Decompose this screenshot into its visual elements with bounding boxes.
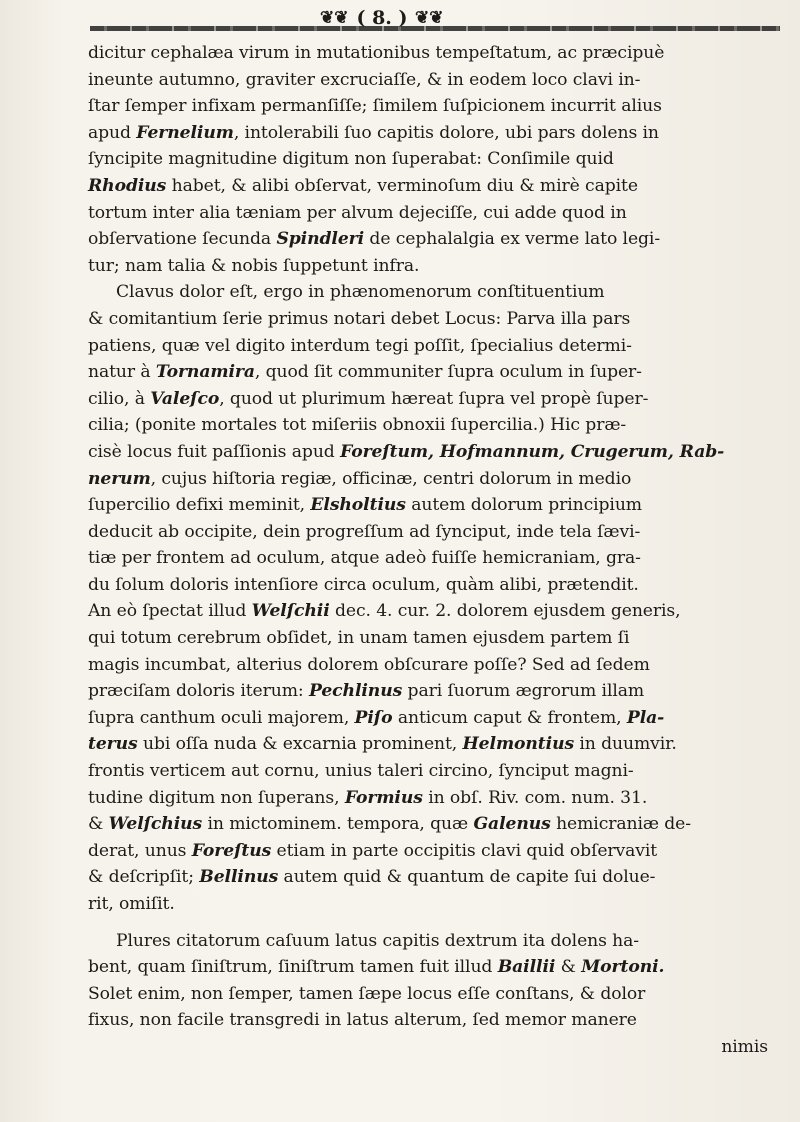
text-line: [88, 253, 784, 280]
text-line: [88, 954, 784, 981]
text-line: [88, 785, 784, 812]
text-line: [88, 1007, 784, 1034]
text-segment: autem dolorum principium: [405, 495, 642, 516]
text-segment: pari ſuorum ægrorum illam: [402, 681, 645, 702]
text-line: [88, 359, 784, 386]
text-segment: bent, quam ſiniſtrum, ſiniſtrum tamen fuit illud: [88, 957, 498, 978]
cited-author-name: terus: [88, 734, 138, 755]
text-segment: etiam in parte occipitis clavi quid obſervavit: [271, 840, 658, 861]
cited-author-name: Rhodius: [88, 175, 167, 196]
text-segment: nimis: [721, 1036, 768, 1057]
text-segment: du ſolum doloris intenſiore circa oculum, quàm alibi, prætendit.: [88, 574, 639, 595]
text-segment: magis incumbat, alterius dolorem obſcurare poſſe? Sed ad ſedem: [88, 654, 650, 675]
text-segment: qui totum cerebrum obſidet, in unam tamen ejusdem partem ſi: [88, 628, 630, 649]
text-line: [88, 67, 784, 94]
text-segment: , quod ſit communiter ſupra oculum in ſuper-: [254, 362, 642, 383]
text-line: [88, 200, 784, 227]
text-line: [88, 40, 784, 67]
cited-author-name: Fernelium: [136, 122, 234, 143]
cited-author-name: Welſchii: [251, 601, 330, 622]
text-line: [88, 519, 784, 546]
text-segment: , intolerabili ſuo capitis dolore, ubi pars dolens in: [233, 122, 659, 143]
text-segment: frontis verticem aut cornu, unius taleri circino, ſynciput magni-: [88, 761, 634, 782]
text-line: [88, 981, 784, 1008]
text-segment: fixus, non facile transgredi in latus alterum, ſed memor manere: [88, 1010, 637, 1031]
text-line: [88, 678, 784, 705]
text-segment: &: [88, 814, 109, 835]
text-segment: , cujus hiſtoria regiæ, officinæ, centri dolorum in medio: [150, 468, 632, 489]
text-line: [88, 928, 784, 955]
text-segment: Solet enim, non ſemper, tamen ſæpe locus eſſe conſtans, & dolor: [88, 983, 646, 1004]
text-segment: obſervatione ſecunda: [88, 229, 277, 250]
text-line: [88, 545, 784, 572]
cited-author-name: Spindleri: [276, 229, 365, 250]
text-line: [88, 120, 784, 147]
text-line: [88, 279, 784, 306]
cited-author-name: Elsholtius: [310, 495, 406, 516]
text-segment: & comitantium ſerie primus notari debet Locus: Parva illa pars: [88, 308, 631, 329]
text-line: [88, 492, 784, 519]
cited-author-name: Mortoni.: [581, 957, 665, 978]
text-line: [88, 466, 784, 493]
text-line: [88, 306, 784, 333]
text-segment: cilio, à: [88, 388, 151, 409]
text-segment: Plures citatorum caſuum latus capitis dextrum ita dolens ha-: [116, 930, 640, 951]
text-segment: cisè locus fuit paſſionis apud: [88, 441, 341, 462]
text-line: [88, 226, 784, 253]
text-line: [88, 598, 784, 625]
text-segment: tudine digitum non ſuperans,: [88, 787, 345, 808]
page-number: ( 8. ): [356, 7, 408, 29]
text-segment: habet, & alibi obſervat, verminoſum diu & mirè capite: [166, 175, 638, 196]
text-line: [88, 838, 784, 865]
text-line: [88, 439, 784, 466]
text-segment: derat, unus: [88, 840, 192, 861]
text-line: [88, 811, 784, 838]
cited-author-name: Formius: [344, 787, 423, 808]
text-segment: præciſam doloris iterum:: [88, 681, 309, 702]
text-segment: ſupercilio defixi meminit,: [88, 495, 311, 516]
text-segment: , quod ut plurimum hæreat ſupra vel propè ſuper-: [219, 388, 649, 409]
text-segment: tur; nam talia & nobis ſuppetunt infra.: [88, 255, 420, 276]
text-segment: rit, omiſit.: [88, 894, 175, 914]
cited-author-name: Pla-: [626, 707, 665, 728]
text-segment: anticum caput & frontem,: [392, 707, 627, 728]
text-line: [88, 386, 784, 413]
text-line: [88, 758, 784, 785]
text-segment: ubi oſſa nuda & excarnia prominent,: [137, 734, 463, 755]
cited-author-name: nerum: [88, 468, 151, 489]
cited-author-name: Welſchius: [108, 814, 203, 835]
text-segment: ineunte autumno, graviter excruciaſſe, & in eodem loco clavi in-: [88, 69, 641, 90]
text-segment: tiæ per frontem ad oculum, atque adeò fuiſſe hemicraniam, gra-: [88, 548, 641, 569]
text-segment: Clavus dolor eſt, ergo in phænomenorum conſtituentium: [116, 282, 605, 303]
text-segment: &: [555, 957, 582, 978]
text-segment: natur à: [88, 362, 156, 383]
text-segment: deducit ab occipite, dein progreſſum ad ſynciput, inde tela ſævi-: [88, 521, 641, 542]
cited-author-name: Pechlinus: [308, 681, 403, 702]
text-line: [88, 412, 784, 439]
text-segment: An eò ſpectat illud: [88, 601, 252, 622]
text-segment: & deſcripſit;: [88, 867, 200, 888]
text-segment: dec. 4. cur. 2. dolorem ejusdem generis,: [329, 601, 681, 622]
header-ornament-right-icon: ❦❦: [415, 8, 444, 28]
text-segment: in mictominem. tempora, quæ: [202, 814, 474, 835]
text-line: [88, 652, 784, 679]
text-segment: in obſ. Riv. com. num. 31.: [422, 787, 648, 808]
text-line: [88, 731, 784, 758]
cited-author-name: Bellinus: [199, 867, 279, 888]
text-line: [88, 173, 784, 200]
text-line: [88, 891, 784, 918]
catchword: [88, 1034, 784, 1061]
body-text: [88, 40, 784, 1061]
cited-author-name: Foreſtum, Hofmannum, Crugerum, Rab-: [340, 441, 725, 462]
text-line: [88, 146, 784, 173]
text-segment: ſupra canthum oculi majorem,: [88, 707, 355, 728]
cited-author-name: Helmontius: [462, 734, 575, 755]
text-line: [88, 93, 784, 120]
page-header: [90, 8, 790, 34]
text-line: [88, 705, 784, 732]
cited-author-name: Baillii: [497, 957, 556, 978]
text-segment: tortum inter alia tæniam per alvum dejeciſſe, cui adde quod in: [88, 202, 627, 223]
text-segment: ſtar ſemper infixam permanſiſſe; ſimilem ſuſpicionem incurrit alius: [88, 96, 662, 117]
text-line: [88, 333, 784, 360]
text-line: [88, 625, 784, 652]
cited-author-name: Tornamira: [155, 362, 255, 383]
text-segment: cilia; (ponite mortales tot miſeriis obnoxii ſupercilia.) Hic præ-: [88, 415, 627, 436]
text-line: [88, 864, 784, 891]
header-ornament-left-icon: ❦❦: [320, 8, 349, 28]
text-segment: autem quid & quantum de capite ſui dolue-: [278, 867, 656, 888]
text-segment: de cephalalgia ex verme lato legi-: [364, 229, 661, 250]
text-segment: patiens, quæ vel digito interdum tegi poſſit, ſpecialius determi-: [88, 335, 632, 356]
text-segment: hemicraniæ de-: [550, 814, 691, 835]
text-segment: in duumvir.: [574, 734, 677, 755]
cited-author-name: Foreſtus: [191, 840, 272, 861]
text-segment: dicitur cephalæa virum in mutationibus tempeſtatum, ac præcipuè: [88, 43, 665, 63]
text-line: [88, 572, 784, 599]
text-segment: ſyncipite magnitudine digitum non ſuperabat: Conſimile quid: [88, 149, 614, 170]
cited-author-name: Piſo: [354, 707, 393, 728]
cited-author-name: Galenus: [473, 814, 551, 835]
cited-author-name: Valeſco: [150, 388, 220, 409]
text-segment: apud: [88, 122, 137, 143]
